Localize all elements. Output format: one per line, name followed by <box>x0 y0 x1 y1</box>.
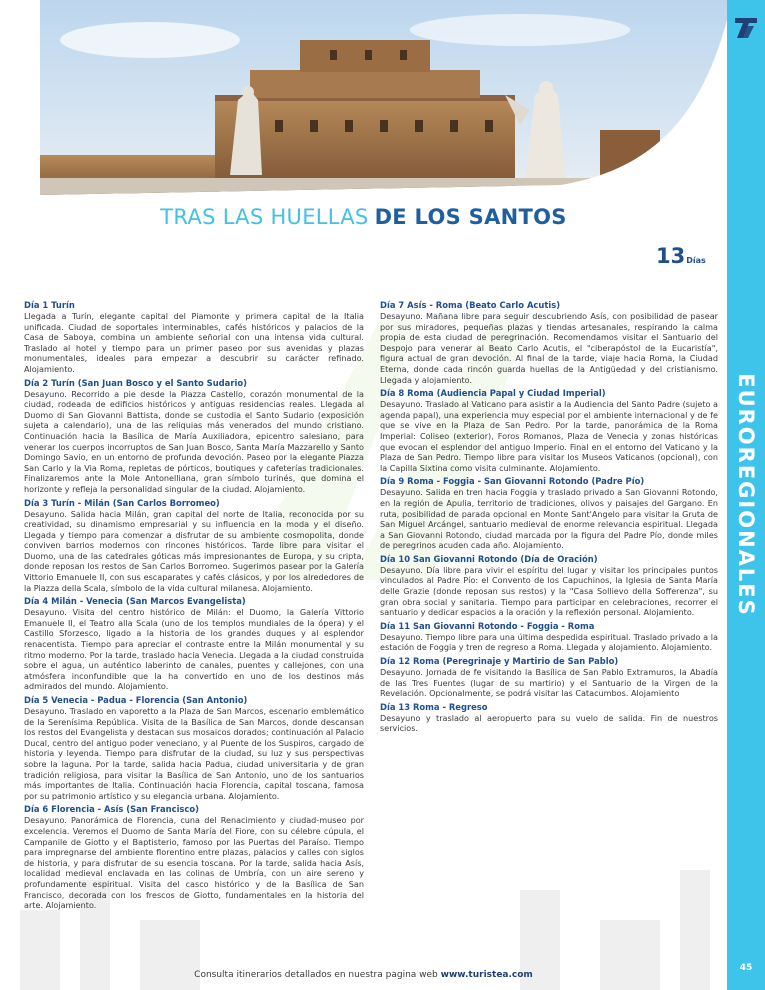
day-title: Día 5 Venecia - Padua - Florencia (San Antonio) <box>24 695 248 705</box>
day-description: Desayuno. Panorámica de Florencia, cuna del Renacimiento y ciudad-museo por excelencia. Veremos el Duomo de Santa María del Fiore, con su célebre cúpula, el Campanile de Giotto y el Baptisterio, famoso por las Puertas del Paraíso. Tiempo para impregnarse del ambiente florentino entre plazas, palacios y calles con siglos de historia, y para disfrutar de su esencia toscana. Por la tarde, salida hacia Asís, localidad medieval enclavada en las colinas de Umbría, con un aire sereno y profundamente espiritual. Visita del casco histórico y de la Basílica de San Francisco, decorada con los frescos de Giotto, fundamentales en la historia del arte. Alojamiento. <box>24 815 364 911</box>
day-description: Desayuno. Tiempo libre para una última despedida espiritual. Traslado privado a la estación de Foggia y tren de regreso a Roma. Llegada y alojamiento. Alojamiento. <box>380 631 718 653</box>
day-description: Desayuno. Recorrido a pie desde la Piazza Castello, corazón monumental de la ciudad, rodeada de edificios históricos y antiguas residencias reales. Llegada al Duomo di San Giovanni Battista, donde se custodia el Santo Sudario (exposición sujeta a calendario), una de las reliquias más venerados del mundo cristiano. Continuación hacia la Basílica de María Auxiliadora, epicentro salesiano, para venerar los cuerpos incorruptos de San Juan Bosco, Santa María Mazzarello y Santo Domingo Savio, en un entorno de profunda devoción. Paseo por la elegante Piazza San Carlo y la Via Roma, repletas de pórticos, boutiques y cafeterías tradicionales. Finalizaremos ante la Mole Antonelliana, gran símbolo turinés, que domina el horizonte y refleja la personalidad singular de la ciudad. Alojamiento. <box>24 388 364 494</box>
castle-photo <box>0 0 727 195</box>
duration-label: Días <box>686 256 706 265</box>
day-title: Día 11 San Giovanni Rotondo - Foggia - Roma <box>380 620 595 631</box>
day-description: Desayuno. Salida en tren hacia Foggia y traslado privado a San Giovanni Rotondo, en la región de Apulia, territorio de tradiciones, olivos y paisajes del Gargano. En ruta, posibilidad de parada opcional en Monte Sant'Angelo para visitar la Gruta de San Miguel Arcángel, santuario medieval de enorme relevancia espiritual. Llegada a San Giovanni Rotondo, ciudad marcada por la figura del Padre Pío, donde miles de peregrinos acuden cada año. Alojamiento. <box>380 487 718 551</box>
day-title: Día 13 Roma - Regreso <box>380 701 488 712</box>
day-title: Día 6 Florencia - Asís (San Francisco) <box>24 804 199 815</box>
day-description: Desayuno. Salida hacia Milán, gran capital del norte de Italia, reconocida por su creatividad, su dinamismo empresarial y su influencia en la moda y el diseño. Llegada y tiempo para comenzar a disfrutar de su ambiente cosmopolita, donde conviven barrios modernos con rincones históricos. Tarde libre para visitar el Duomo, una de las catedrales góticas más impresionantes de Europa, y su cripta, donde reposan los restos de San Carlos Borromeo. Sugerimos pasear por la Galería Vittorio Emanuele II, con sus escaparates y cafés clásicos, y por los alrededores de la Piazza della Scala, símbolo de la vida cultural milanesa. Alojamiento. <box>24 508 364 593</box>
duration-number: 13 <box>656 244 686 268</box>
day-description: Desayuno. Visita del centro histórico de Milán: el Duomo, la Galería Vittorio Emanuele II, el Teatro alla Scala (uno de los templos mundiales de la ópera) y el Castillo Sforzesco, ligado a la historia de los grandes duques y al esplendor renacentista. Tiempo para apreciar el contraste entre la Milán monumental y su ritmo moderno. Por la tarde, traslado hacia Venecia. Llegada a la ciudad construida sobre el agua, un auténtico laberinto de canales, puentes y callejones, con una atmósfera inconfundible que la ha convertido en uno de los destinos más admirados del mundo. Alojamiento. <box>24 607 364 692</box>
day-description: Desayuno. Jornada de fe visitando la Basílica de San Pablo Extramuros, la Abadía de las Tres Fuentes (lugar de su martirio) y el Santuario de la Virgen de la Revelación. Opcionalmente, se podrá visitar las Catacumbos. Alojamiento <box>380 667 718 699</box>
day-description: Desayuno y traslado al aeropuerto para su vuelo de salida. Fin de nuestros servicios. <box>380 712 718 734</box>
itinerary-right-column <box>380 300 718 737</box>
day-description: Llegada a Turín, elegante capital del Piamonte y primera capital de la Italia unificada. Ciudad de soportales interminables, cafés históricos y palacios de la Casa de Saboya, combina un ambiente señorial con una intensa vida cultural. Traslado al hotel y tiempo para un primer paseo por sus avenidas y plazas monumentales, ideales para empezar a descubrir su carácter refinado. Alojamiento. <box>24 311 364 374</box>
day-title: Día 4 Milán - Venecia (San Marcos Evangelista) <box>24 596 246 607</box>
day-title: Día 7 Asís - Roma (Beato Carlo Acutis) <box>380 300 561 310</box>
footer-text: Consulta itinerarios detallados en nuestra pagina web <box>194 970 438 980</box>
itinerary-left-column <box>24 300 364 914</box>
day-title: Día 8 Roma (Audiencia Papal y Ciudad Imperial) <box>380 388 606 399</box>
title-bold: DE LOS SANTOS <box>374 205 567 229</box>
title-light: TRAS LAS HUELLAS <box>160 205 369 229</box>
day-title: Día 3 Turín - Milán (San Carlos Borromeo) <box>24 497 220 508</box>
section-label: EUROREGIONALES <box>734 373 758 617</box>
day-description: Desayuno. Traslado al Vaticano para asistir a la Audiencia del Santo Padre (sujeto a agenda papal), una experiencia muy especial por el ambiente internacional y de fe que se vive en la Plaza de San Pedro. Por la tarde, panorámica de la Roma Imperial: Coliseo (exterior), Foros Romanos, Plaza de Venecia y zonas históricas que evocan el esplendor del antiguo Imperio. Final en el entorno del Vaticano y la Plaza de San Pedro. Tiempo libre para visitar los Museos Vaticanos (opcional), con la Capilla Sixtina como visita culminante. Alojamiento. <box>380 399 718 473</box>
day-title: Día 12 Roma (Peregrinaje y Martirio de San Pablo) <box>380 656 619 667</box>
day-title: Día 1 Turín <box>24 300 75 310</box>
duration-badge <box>656 244 706 268</box>
day-description: Desayuno. Día libre para vivir el espíritu del lugar y visitar los principales puntos vinculados al Padre Pío: el Convento de los Capuchinos, la Iglesia de Santa María delle Grazie (donde reposan sus restos) y la "Casa Sollievo della Sofferenza", su gran obra social y sanitaria. Tiempo para participar en celebraciones, recorrer el santuario y dedicar espacios a la oración y la reflexión personal. Alojamiento. <box>380 564 718 618</box>
page-title <box>0 205 727 229</box>
day-description: Desayuno. Mañana libre para seguir descubriendo Asís, con posibilidad de pasear por sus miradores, pequeñas plazas y tiendas artesanales, respirando la calma propia de esta ciudad de peregrinación. Recomendamos visitar el Santuario del Despojo para venerar al Beato Carlo Acutis, el "ciberapóstol de la Eucaristía", figura actual de gran devoción. Al final de la tarde, viaje hacia Roma, la Ciudad Eterna, donde cada rincón guarda huellas de la Antigüedad y del cristianismo. Llegada y alojamiento. <box>380 311 718 385</box>
turistea-logo-icon <box>732 10 760 42</box>
hero-image <box>0 0 727 195</box>
day-title: Día 2 Turín (San Juan Bosco y el Santo Sudario) <box>24 377 247 388</box>
day-title: Día 9 Roma - Foggia - San Giovanni Rotondo (Padre Pío) <box>380 476 645 487</box>
footer <box>0 970 727 980</box>
day-description: Desayuno. Traslado en vaporetto a la Plaza de San Marcos, escenario emblemático de la Serenísima República. Visita de la Basílica de San Marcos, donde descansan los restos del Evangelista y destacan sus mosaicos dorados; continuación al Palacio Ducal, centro del antiguo poder veneciano, y al Puente de los Suspiros, cargado de historia y leyenda. Tiempo para disfrutar de la ciudad, su luz y sus perspectivas sobre la laguna. Por la tarde, salida hacia Padua, ciudad universitaria y de gran tradición religiosa, para visitar la Basílica de San Antonio, uno de los santuarios más importantes de Italia. Continuación hacia Florencia, capital toscana, famosa por su patrimonio artístico y su elegancia urbana. Alojamiento. <box>24 706 364 801</box>
page-number: 45 <box>739 963 753 973</box>
footer-website-link[interactable]: www.turistea.com <box>440 970 533 980</box>
day-title: Día 10 San Giovanni Rotondo (Día de Oración) <box>380 553 598 564</box>
